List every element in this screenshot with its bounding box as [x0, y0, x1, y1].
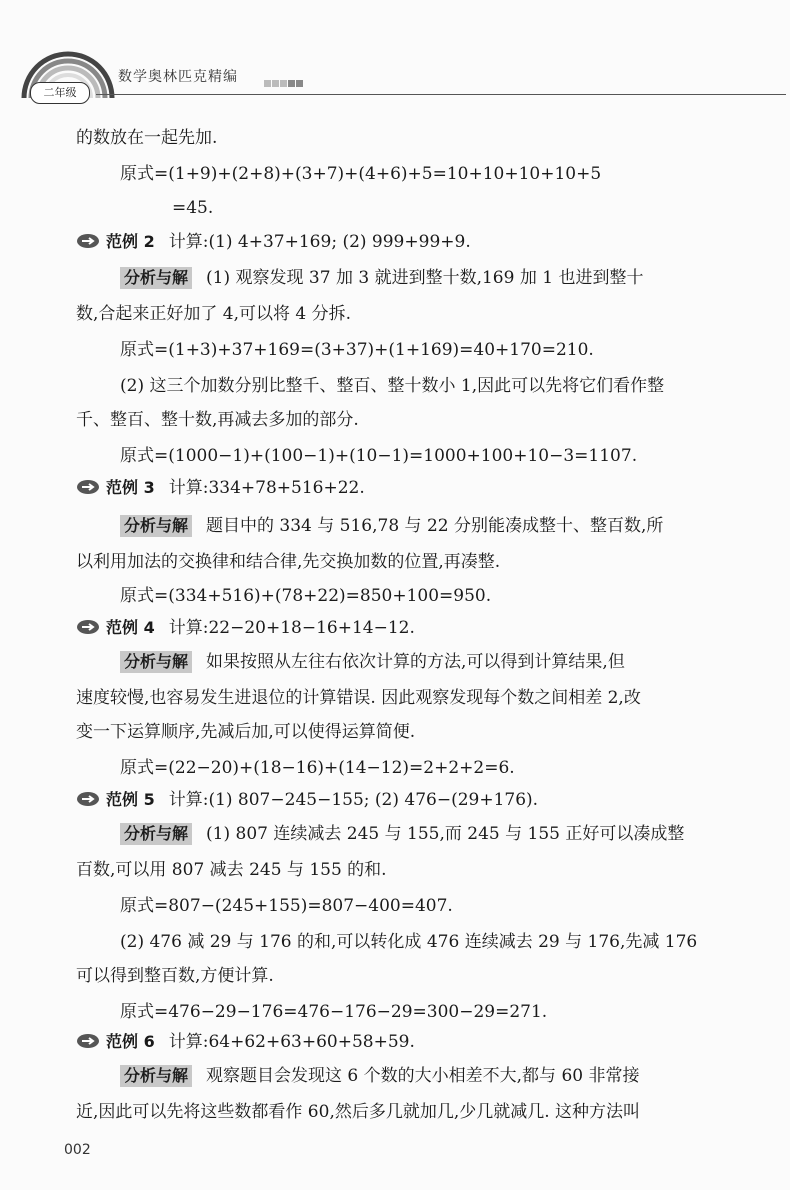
- analysis-line: 分析与解 题目中的 334 与 516,78 与 22 分别能凑成整十、整百数,所: [120, 512, 663, 540]
- example-label: 范例 4: [106, 618, 155, 637]
- example-2-heading: [76, 228, 471, 256]
- example-problem: 计算:22−20+18−16+14−12.: [168, 618, 415, 638]
- analysis-line: 分析与解 (1) 807 连续减去 245 与 155,而 245 与 155 正好可以凑成整: [120, 820, 684, 848]
- example-6-heading: [76, 1028, 415, 1056]
- text-line: 变一下运算顺序,先减后加,可以使得运算简便.: [76, 722, 416, 742]
- text-line: 可以得到整百数,方便计算.: [76, 966, 274, 986]
- analysis-line: 分析与解 如果按照从左往右依次计算的方法,可以得到计算结果,但: [120, 648, 625, 676]
- equation-line: 原式=807−(245+155)=807−400=407.: [120, 896, 453, 916]
- arrow-circle-icon: [76, 1033, 100, 1049]
- page-number: 002: [64, 1142, 91, 1158]
- analysis-line: 分析与解 观察题目会发现这 6 个数的大小相差不大,都与 60 非常接: [120, 1062, 639, 1090]
- example-4-heading: [76, 614, 415, 642]
- example-label: 范例 2: [106, 232, 155, 251]
- equation-line: =45.: [172, 198, 214, 218]
- example-3-heading: [76, 474, 365, 502]
- text-line: 百数,可以用 807 减去 245 与 155 的和.: [76, 860, 387, 880]
- book-title: 数学奥林匹克精编: [118, 69, 238, 85]
- example-problem: 计算:64+62+63+60+58+59.: [168, 1032, 415, 1052]
- equation-line: 原式=(1+3)+37+169=(3+37)+(1+169)=40+170=210.: [120, 340, 594, 360]
- example-problem: 计算:(1) 4+37+169; (2) 999+99+9.: [168, 232, 471, 252]
- example-label: 范例 5: [106, 790, 155, 809]
- grade-badge: 二年级: [30, 82, 90, 104]
- example-label: 范例 6: [106, 1032, 155, 1051]
- equation-line: 原式=(1+9)+(2+8)+(3+7)+(4+6)+5=10+10+10+10+5: [120, 164, 602, 184]
- text-line: 以利用加法的交换律和结合律,先交换加数的位置,再凑整.: [76, 552, 501, 572]
- equation-line: 原式=(334+516)+(78+22)=850+100=950.: [120, 586, 492, 606]
- equation-line: 原式=(1000−1)+(100−1)+(10−1)=1000+100+10−3=1107.: [120, 446, 638, 466]
- example-label: 范例 3: [106, 478, 155, 497]
- example-5-heading: [76, 786, 538, 814]
- example-problem: 计算:(1) 807−245−155; (2) 476−(29+176).: [168, 790, 539, 810]
- arrow-circle-icon: [76, 619, 100, 635]
- equation-line: 原式=476−29−176=476−176−29=300−29=271.: [120, 1002, 548, 1022]
- text-line: 近,因此可以先将这些数都看作 60,然后多几就加几,少几就减几. 这种方法叫: [76, 1102, 641, 1122]
- text-line: (2) 476 减 29 与 176 的和,可以转化成 476 连续减去 29 与 176,先减 176: [120, 932, 698, 952]
- page-header: [18, 40, 778, 110]
- analysis-label: 分析与解: [120, 823, 192, 845]
- header-rule: [96, 94, 786, 95]
- analysis-label: 分析与解: [120, 651, 192, 673]
- analysis-line: 分析与解 (1) 观察发现 37 加 3 就进到整十数,169 加 1 也进到整十: [120, 264, 643, 292]
- text-line: (2) 这三个加数分别比整千、整百、整十数小 1,因此可以先将它们看作整: [120, 376, 665, 396]
- text-line: 速度较慢,也容易发生进退位的计算错误. 因此观察发现每个数之间相差 2,改: [76, 688, 641, 708]
- analysis-label: 分析与解: [120, 267, 192, 289]
- text-line: 的数放在一起先加.: [76, 128, 218, 148]
- analysis-label: 分析与解: [120, 1065, 192, 1087]
- arrow-circle-icon: [76, 791, 100, 807]
- arrow-circle-icon: [76, 479, 100, 495]
- text-line: 数,合起来正好加了 4,可以将 4 分拆.: [76, 304, 352, 324]
- example-problem: 计算:334+78+516+22.: [168, 478, 365, 498]
- header-decoration: [264, 72, 304, 91]
- text-line: 千、整百、整十数,再减去多加的部分.: [76, 410, 359, 430]
- arrow-circle-icon: [76, 233, 100, 249]
- equation-line: 原式=(22−20)+(18−16)+(14−12)=2+2+2=6.: [120, 758, 515, 778]
- analysis-label: 分析与解: [120, 515, 192, 537]
